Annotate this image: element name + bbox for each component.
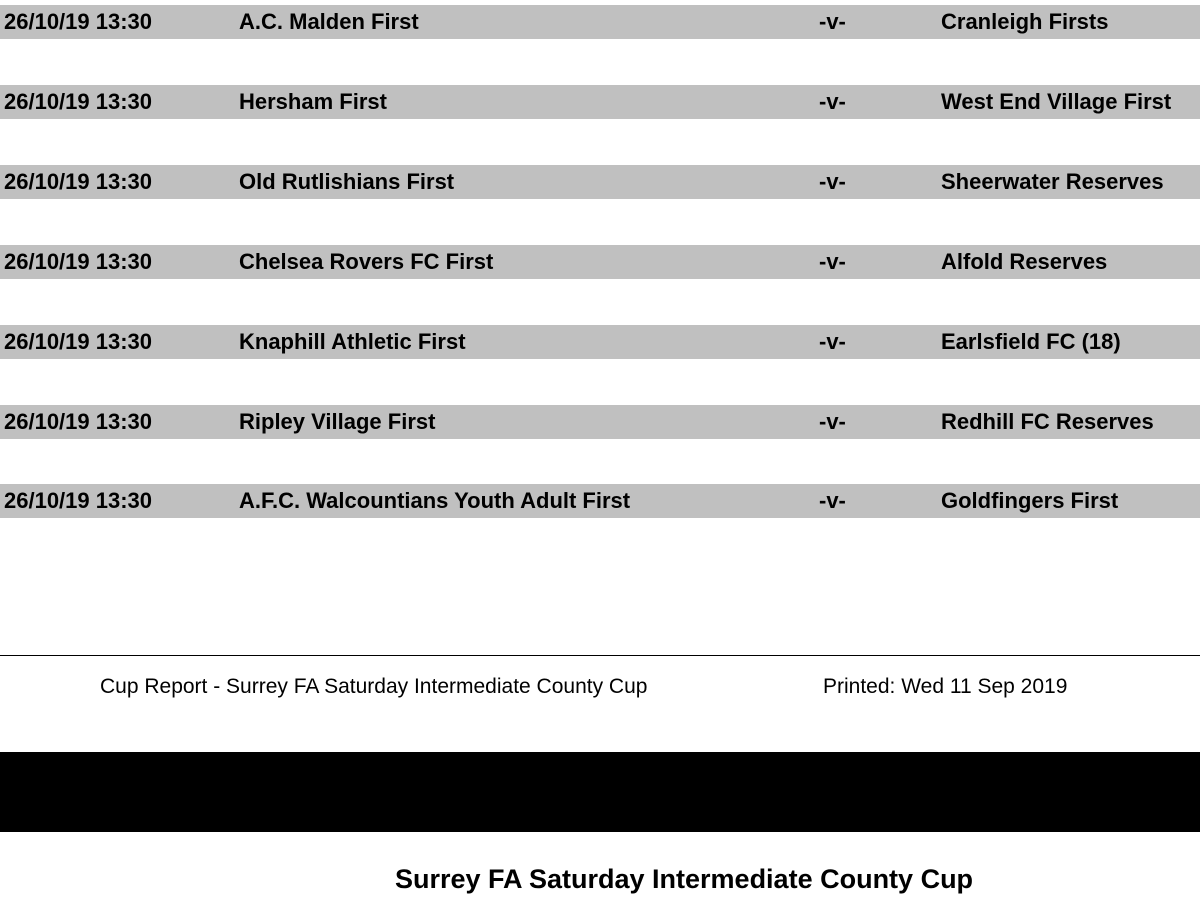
fixture-date: 26/10/19 13:30 xyxy=(4,488,153,513)
fixture-row xyxy=(0,165,1200,199)
away-team: Alfold Reserves xyxy=(941,249,1108,274)
page-break-band xyxy=(0,752,1200,832)
cup-report-title: Cup Report - Surrey FA Saturday Intermediate County Cup xyxy=(100,675,648,698)
versus-label: -v- xyxy=(819,89,846,114)
fixture-row xyxy=(0,245,1200,279)
fixture-row xyxy=(0,325,1200,359)
page-title: Surrey FA Saturday Intermediate County Cup xyxy=(394,864,974,894)
home-team: Chelsea Rovers FC First xyxy=(239,249,494,274)
home-team: Old Rutlishians First xyxy=(239,169,455,194)
away-team: Goldfingers First xyxy=(941,488,1119,513)
home-team: A.F.C. Walcountians Youth Adult First xyxy=(239,488,631,513)
fixture-date: 26/10/19 13:30 xyxy=(4,249,153,274)
fixture-row xyxy=(0,484,1200,518)
home-team: Hersham First xyxy=(239,89,387,114)
away-team: Cranleigh Firsts xyxy=(941,9,1109,34)
versus-label: -v- xyxy=(819,409,846,434)
home-team: A.C. Malden First xyxy=(239,9,419,34)
away-team: Redhill FC Reserves xyxy=(941,409,1154,434)
fixture-row xyxy=(0,5,1200,39)
versus-label: -v- xyxy=(819,169,846,194)
home-team: Ripley Village First xyxy=(239,409,436,434)
fixture-date: 26/10/19 13:30 xyxy=(4,409,153,434)
home-team: Knaphill Athletic First xyxy=(239,329,466,354)
versus-label: -v- xyxy=(819,9,846,34)
fixture-row xyxy=(0,85,1200,119)
away-team: West End Village First xyxy=(941,89,1172,114)
fixture-date: 26/10/19 13:30 xyxy=(4,169,153,194)
away-team: Earlsfield FC (18) xyxy=(941,329,1121,354)
versus-label: -v- xyxy=(819,249,846,274)
fixture-date: 26/10/19 13:30 xyxy=(4,329,153,354)
footer-divider xyxy=(0,655,1200,656)
printed-date: Printed: Wed 11 Sep 2019 xyxy=(823,675,1068,698)
versus-label: -v- xyxy=(819,488,846,513)
fixture-row xyxy=(0,405,1200,439)
away-team: Sheerwater Reserves xyxy=(941,169,1164,194)
fixture-date: 26/10/19 13:30 xyxy=(4,9,153,34)
fixture-date: 26/10/19 13:30 xyxy=(4,89,153,114)
versus-label: -v- xyxy=(819,329,846,354)
